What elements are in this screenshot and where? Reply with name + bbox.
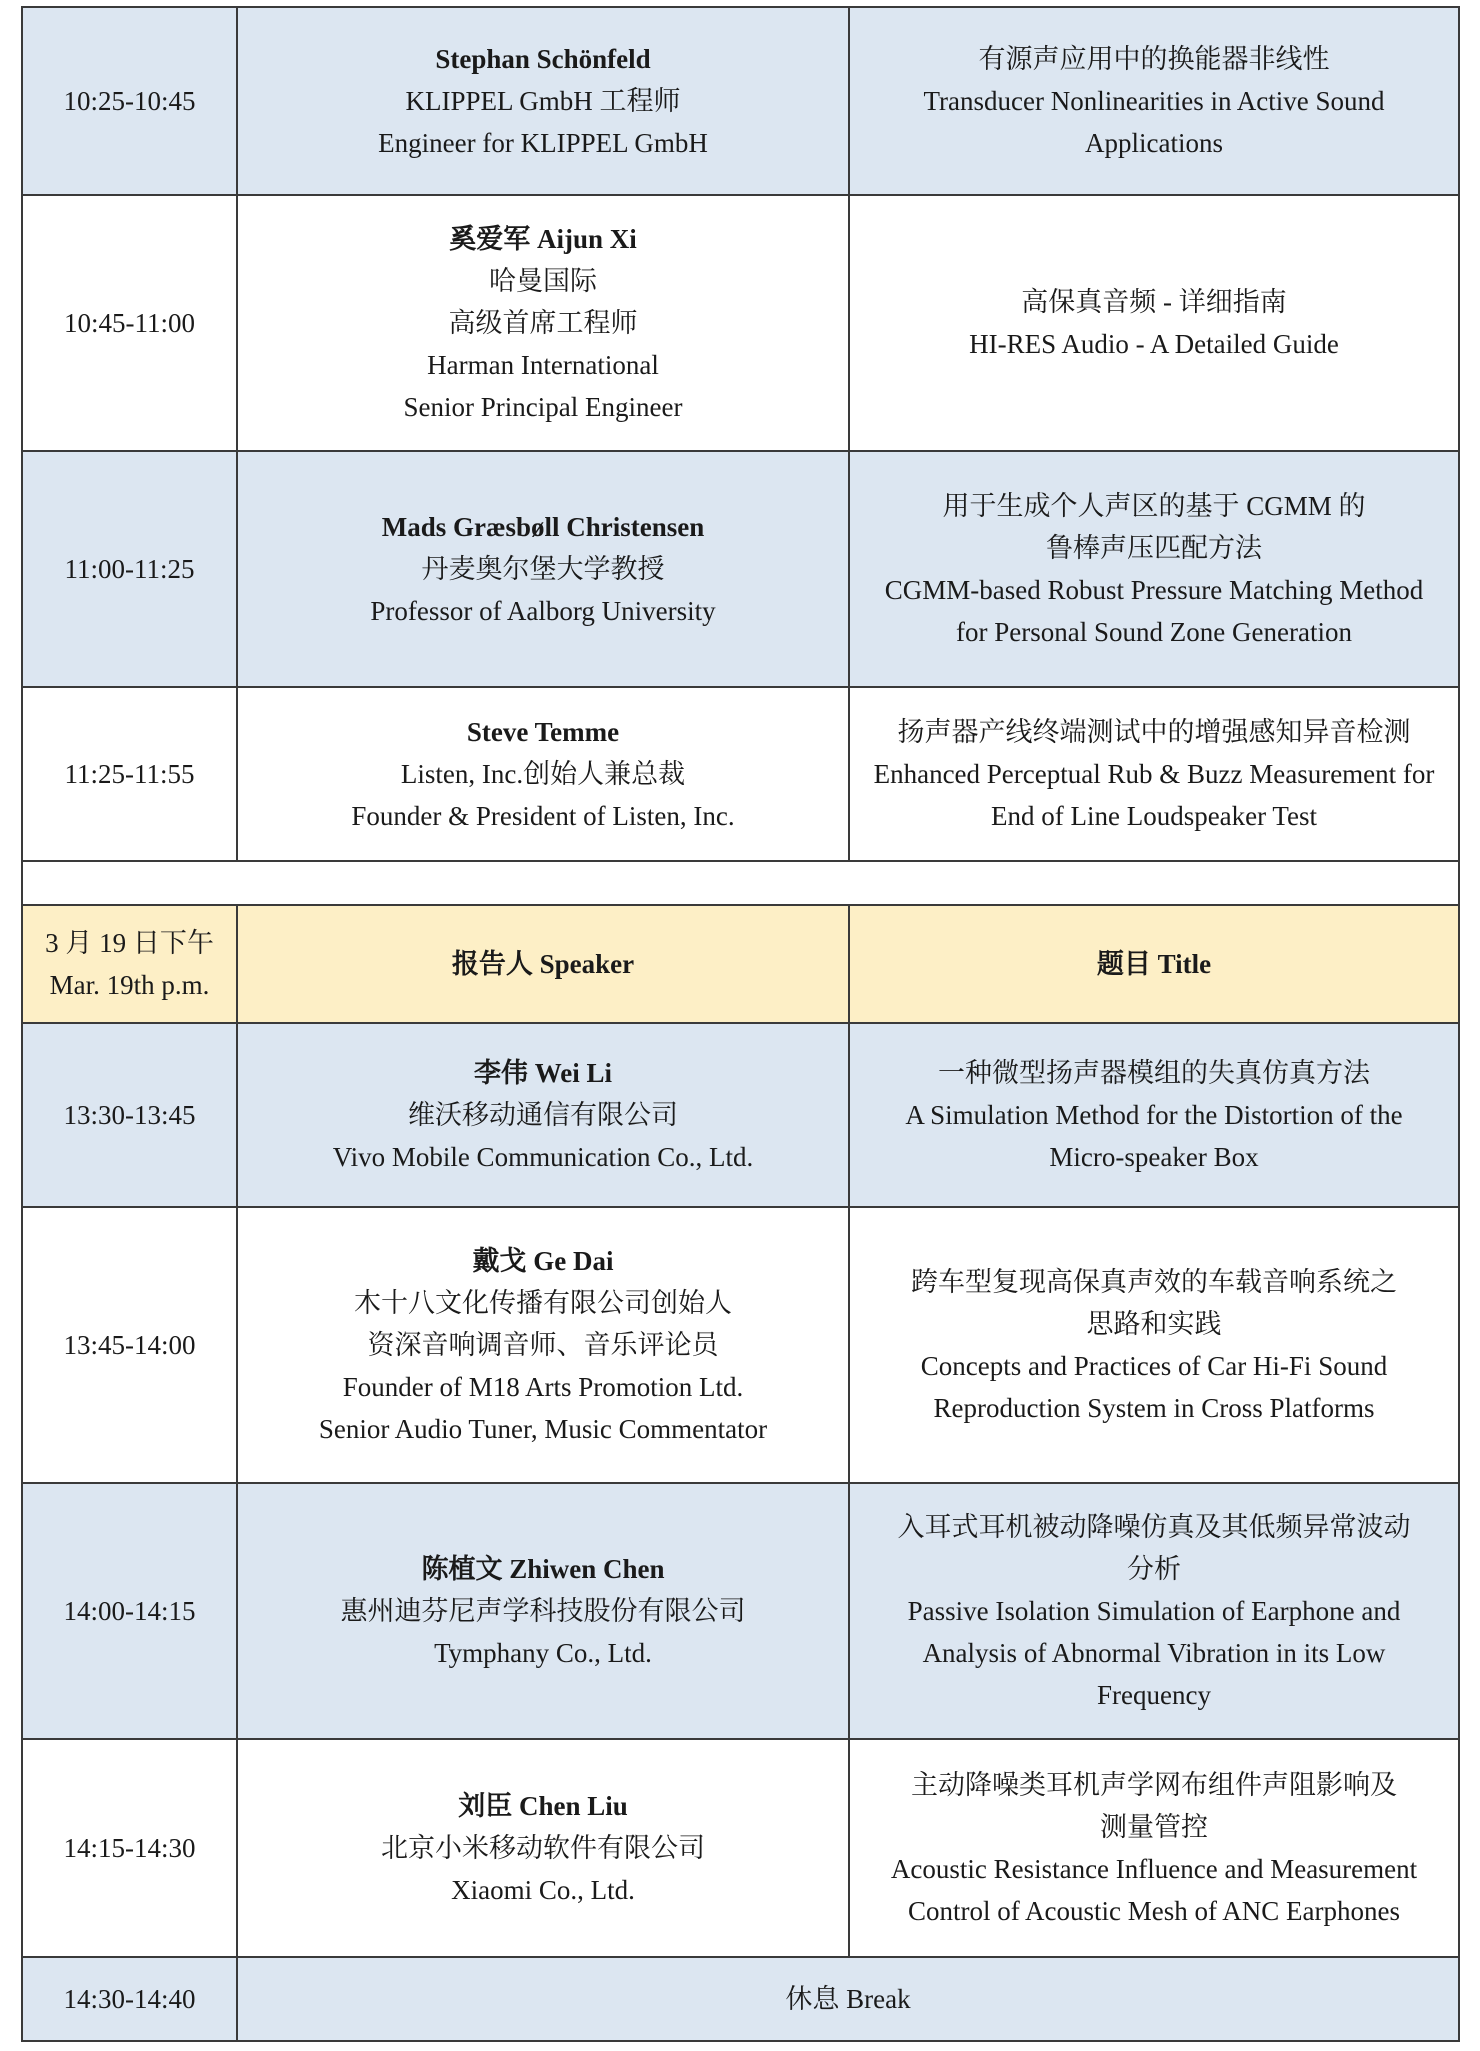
speaker-affiliation: Senior Principal Engineer [403, 392, 683, 422]
speaker-affiliation: Listen, Inc.创始人兼总裁 [400, 759, 686, 789]
session-time: 11:00-11:25 [22, 451, 237, 687]
session-row [22, 1739, 1459, 1957]
title-line: End of Line Loudspeaker Test [990, 801, 1318, 831]
speaker-affiliation: Xiaomi Co., Ltd. [451, 1875, 635, 1905]
speaker-affiliation: 高级首席工程师 [448, 308, 638, 338]
speaker-affiliation: KLIPPEL GmbH 工程师 [405, 86, 681, 116]
session-title [849, 1739, 1459, 1957]
title-line: Passive Isolation Simulation of Earphone and [907, 1596, 1401, 1626]
speaker-affiliation: Tymphany Co., Ltd. [434, 1638, 652, 1668]
schedule-table [21, 6, 1460, 2042]
session-title [849, 687, 1459, 861]
session-row [22, 687, 1459, 861]
speaker-affiliation: Engineer for KLIPPEL GmbH [378, 128, 708, 158]
session-speaker [237, 687, 849, 861]
speaker-affiliation: Professor of Aalborg University [370, 596, 716, 626]
title-line: 思路和实践 [1086, 1309, 1222, 1339]
title-line: 有源声应用中的换能器非线性 [978, 44, 1330, 74]
session-time: 10:45-11:00 [22, 195, 237, 451]
session-speaker [237, 195, 849, 451]
title-line: A Simulation Method for the Distortion of the [905, 1100, 1403, 1130]
title-line: 高保真音频 - 详细指南 [1021, 287, 1287, 317]
session-time: 13:45-14:00 [22, 1207, 237, 1483]
speaker-affiliation: Harman International [427, 350, 659, 380]
title-line: Acoustic Resistance Influence and Measurement [890, 1854, 1418, 1884]
session-time: 13:30-13:45 [22, 1023, 237, 1207]
spacer-cell [22, 861, 1459, 905]
title-line: Transducer Nonlinearities in Active Sound [923, 86, 1385, 116]
speaker-name: Steve Temme [466, 717, 620, 747]
header-date [22, 905, 237, 1023]
header-date-cn: 3 月 19 日下午 [45, 928, 214, 958]
speaker-affiliation: 木十八文化传播有限公司创始人 [354, 1288, 732, 1318]
title-line: Applications [1085, 128, 1223, 158]
title-line: Control of Acoustic Mesh of ANC Earphones [908, 1896, 1400, 1926]
title-line: 扬声器产线终端测试中的增强感知异音检测 [897, 717, 1411, 747]
session-speaker [237, 1207, 849, 1483]
speaker-affiliation: 哈曼国际 [489, 266, 597, 296]
break-time: 14:30-14:40 [22, 1957, 237, 2041]
speaker-name: Stephan Schönfeld [435, 44, 651, 74]
speaker-name: 李伟 Wei Li [473, 1058, 612, 1088]
title-line: 鲁棒声压匹配方法 [1046, 533, 1262, 563]
session-speaker [237, 1023, 849, 1207]
title-line: 主动降噪类耳机声学网布组件声阻影响及 [911, 1770, 1397, 1800]
header-speaker: 报告人 Speaker [237, 905, 849, 1023]
title-line: Micro-speaker Box [1049, 1142, 1259, 1172]
speaker-affiliation: Senior Audio Tuner, Music Commentator [318, 1414, 768, 1444]
session-row [22, 7, 1459, 195]
break-label: 休息 Break [237, 1957, 1459, 2041]
speaker-affiliation: Vivo Mobile Communication Co., Ltd. [332, 1142, 754, 1172]
title-line: Analysis of Abnormal Vibration in its Low [922, 1638, 1386, 1668]
title-line: Enhanced Perceptual Rub & Buzz Measurement for [873, 759, 1435, 789]
session-speaker [237, 1739, 849, 1957]
session-row [22, 451, 1459, 687]
header-title: 题目 Title [849, 905, 1459, 1023]
speaker-name: Mads Græsbøll Christensen [381, 512, 705, 542]
title-line: Frequency [1097, 1680, 1211, 1710]
speaker-name: 刘臣 Chen Liu [458, 1791, 628, 1821]
session-row [22, 1483, 1459, 1739]
speaker-affiliation: Founder of M18 Arts Promotion Ltd. [342, 1372, 744, 1402]
session-row [22, 1023, 1459, 1207]
speaker-affiliation: 惠州迪芬尼声学科技股份有限公司 [340, 1596, 746, 1626]
speaker-name: 奚爱军 Aijun Xi [449, 224, 637, 254]
title-line: HI-RES Audio - A Detailed Guide [969, 329, 1339, 359]
title-line: 入耳式耳机被动降噪仿真及其低频异常波动 [897, 1512, 1411, 1542]
title-line: Concepts and Practices of Car Hi-Fi Sound [920, 1351, 1388, 1381]
afternoon-header-row [22, 905, 1459, 1023]
speaker-affiliation: Founder & President of Listen, Inc. [351, 801, 735, 831]
title-line: 一种微型扬声器模组的失真仿真方法 [938, 1058, 1370, 1088]
title-line: CGMM-based Robust Pressure Matching Method [884, 575, 1424, 605]
session-row [22, 1207, 1459, 1483]
speaker-affiliation: 丹麦奥尔堡大学教授 [421, 554, 665, 584]
title-line: 用于生成个人声区的基于 CGMM 的 [942, 491, 1366, 521]
title-line: 跨车型复现高保真声效的车载音响系统之 [911, 1267, 1397, 1297]
speaker-affiliation: 资深音响调音师、音乐评论员 [367, 1330, 719, 1360]
header-date-en: Mar. 19th p.m. [49, 970, 210, 1000]
spacer-row [22, 861, 1459, 905]
title-line: for Personal Sound Zone Generation [956, 617, 1352, 647]
session-title [849, 451, 1459, 687]
session-speaker [237, 451, 849, 687]
speaker-name: 戴戈 Ge Dai [472, 1246, 614, 1276]
session-title [849, 1207, 1459, 1483]
session-title [849, 195, 1459, 451]
session-row [22, 195, 1459, 451]
session-time: 11:25-11:55 [22, 687, 237, 861]
session-title [849, 1023, 1459, 1207]
session-title [849, 1483, 1459, 1739]
title-line: 分析 [1127, 1554, 1181, 1584]
session-time: 14:15-14:30 [22, 1739, 237, 1957]
session-speaker [237, 7, 849, 195]
break-row [22, 1957, 1459, 2041]
speaker-name: 陈植文 Zhiwen Chen [421, 1554, 665, 1584]
title-line: 测量管控 [1100, 1812, 1208, 1842]
speaker-affiliation: 北京小米移动软件有限公司 [381, 1833, 705, 1863]
speaker-affiliation: 维沃移动通信有限公司 [408, 1100, 678, 1130]
session-speaker [237, 1483, 849, 1739]
title-line: Reproduction System in Cross Platforms [933, 1393, 1375, 1423]
session-time: 14:00-14:15 [22, 1483, 237, 1739]
session-title [849, 7, 1459, 195]
session-time: 10:25-10:45 [22, 7, 237, 195]
